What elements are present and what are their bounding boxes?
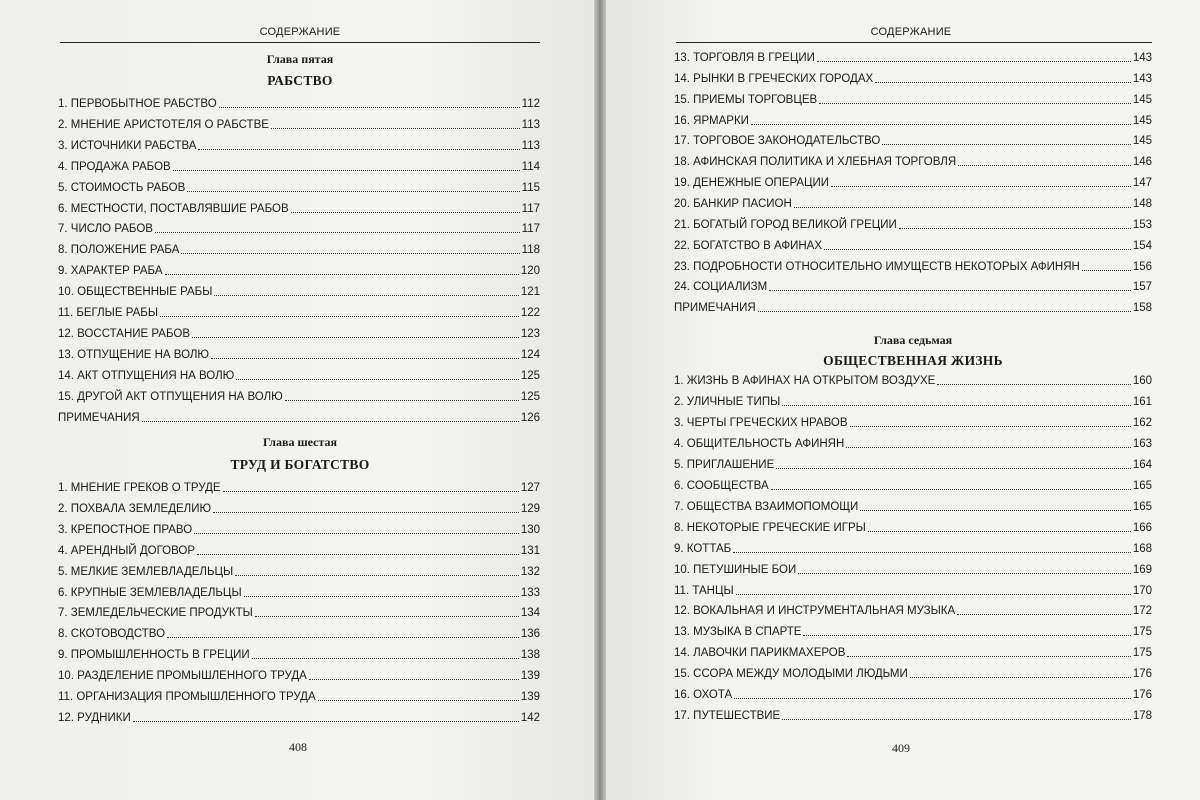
toc-entry-title: 11. БЕГЛЫЕ РАБЫ bbox=[58, 307, 159, 319]
toc-entry-page: 142 bbox=[520, 711, 540, 724]
dot-leader bbox=[271, 128, 520, 129]
dot-leader bbox=[214, 295, 518, 296]
toc-entry-page: 127 bbox=[520, 482, 540, 494]
toc-entry-page: 117 bbox=[521, 202, 540, 215]
toc-entry-title: 2. МНЕНИЕ АРИСТОТЕЛЯ О РАБСТВЕ bbox=[58, 118, 269, 131]
toc-entry bbox=[674, 370, 1152, 388]
toc-entry bbox=[58, 602, 540, 620]
toc-entry-title: 15. ДРУГОЙ АКТ ОТПУЩЕНИЯ НА ВОЛЮ bbox=[58, 390, 283, 403]
toc-entry-page: 125 bbox=[520, 369, 540, 382]
toc-entry bbox=[674, 391, 1152, 409]
toc-entry bbox=[58, 135, 540, 153]
toc-entry-title: 17. ТОРГОВОЕ ЗАКОНОДАТЕЛЬСТВО bbox=[674, 135, 881, 148]
dot-leader bbox=[736, 594, 1131, 595]
toc-entry-page: 133 bbox=[520, 586, 540, 599]
toc-entry-title: 12. ВОКАЛЬНАЯ И ИНСТРУМЕНТАЛЬНАЯ МУЗЫКА bbox=[674, 605, 956, 618]
toc-entry-page: 126 bbox=[520, 411, 540, 424]
dot-leader bbox=[817, 61, 1131, 62]
toc-entry-title: 10. ОБЩЕСТВЕННЫЕ РАБЫ bbox=[58, 286, 213, 299]
dot-leader bbox=[1082, 270, 1131, 271]
toc-entry-title: 9. ХАРАКТЕР РАБА bbox=[58, 265, 163, 278]
toc-entry-page: 115 bbox=[521, 181, 540, 194]
toc-entry-title: 1. ЖИЗНЬ В АФИНАХ НА ОТКРЫТОМ ВОЗДУХЕ bbox=[674, 375, 936, 387]
toc-entry bbox=[674, 412, 1152, 430]
chapter-title: ОБЩЕСТВЕННАЯ ЖИЗНЬ bbox=[823, 353, 1003, 368]
toc-entry-title: 12. ВОССТАНИЕ РАБОВ bbox=[58, 327, 190, 340]
header-rule bbox=[676, 42, 1152, 43]
toc-entry-title: 6. КРУПНЫЕ ЗЕМЛЕВЛАДЕЛЬЦЫ bbox=[58, 586, 242, 599]
toc-entry bbox=[58, 218, 540, 236]
dot-leader bbox=[244, 596, 519, 597]
toc-entry-title: 22. БОГАТСТВО В АФИНАХ bbox=[674, 239, 822, 252]
toc-entry-title: 23. ПОДРОБНОСТИ ОТНОСИТЕЛЬНО ИМУЩЕСТВ НЕКОТОРЫХ АФИНЯН bbox=[674, 260, 1080, 273]
dot-leader bbox=[211, 358, 519, 359]
dot-leader bbox=[213, 512, 519, 513]
toc-entry bbox=[674, 642, 1152, 660]
toc-entry-title: 13. ТОРГОВЛЯ В ГРЕЦИИ bbox=[674, 52, 815, 64]
toc-entry-title: 10. ПЕТУШИНЫЕ БОИ bbox=[674, 563, 797, 576]
toc-entry-page: 170 bbox=[1132, 584, 1152, 597]
toc-entry bbox=[58, 477, 540, 495]
dot-leader bbox=[803, 635, 1130, 636]
toc-entry-page: 145 bbox=[1132, 93, 1152, 106]
running-head: СОДЕРЖАНИЕ bbox=[259, 26, 341, 38]
toc-entry-page: 175 bbox=[1132, 647, 1152, 660]
toc-entry bbox=[58, 686, 540, 704]
toc-entry bbox=[58, 386, 540, 404]
toc-entry bbox=[58, 93, 540, 111]
dot-leader bbox=[197, 554, 519, 555]
dot-leader bbox=[192, 337, 519, 338]
toc-entry-page: 158 bbox=[1132, 302, 1152, 315]
toc-entry bbox=[58, 623, 540, 641]
toc-entry-page: 166 bbox=[1132, 521, 1152, 534]
toc-entry-title: 14. АКТ ОТПУЩЕНИЯ НА ВОЛЮ bbox=[58, 369, 235, 382]
toc-entry bbox=[674, 110, 1152, 128]
toc-entry-title: 13. МУЗЫКА В СПАРТЕ bbox=[674, 626, 802, 639]
toc-entry bbox=[58, 561, 540, 579]
toc-entry bbox=[674, 621, 1152, 639]
header-rule bbox=[60, 42, 540, 43]
toc-entry-title: 2. ПОХВАЛА ЗЕМЛЕДЕЛИЮ bbox=[58, 502, 212, 515]
toc-entry-page: 138 bbox=[520, 649, 540, 662]
toc-entry-page: 147 bbox=[1132, 177, 1152, 190]
dot-leader bbox=[882, 144, 1130, 145]
dot-leader bbox=[167, 637, 519, 638]
toc-entry-title: 4. АРЕНДНЫЙ ДОГОВОР bbox=[58, 544, 196, 557]
toc-entry-title: 5. СТОИМОСТЬ РАБОВ bbox=[58, 181, 186, 194]
dot-leader bbox=[219, 107, 520, 108]
toc-entry bbox=[58, 177, 540, 195]
toc-entry-title: 9. ПРОМЫШЛЕННОСТЬ В ГРЕЦИИ bbox=[58, 649, 250, 662]
dot-leader bbox=[285, 400, 519, 401]
dot-leader bbox=[782, 719, 1131, 720]
dot-leader bbox=[846, 447, 1131, 448]
dot-leader bbox=[133, 721, 519, 722]
toc-entry-page: 154 bbox=[1132, 239, 1152, 252]
toc-entry bbox=[674, 559, 1152, 577]
toc-entry-title: 14. РЫНКИ В ГРЕЧЕСКИХ ГОРОДАХ bbox=[674, 72, 874, 85]
toc-entry bbox=[674, 297, 1152, 315]
page-number: 409 bbox=[892, 741, 910, 755]
toc-entry-title: 5. МЕЛКИЕ ЗЕМЛЕВЛАДЕЛЬЦЫ bbox=[58, 565, 234, 578]
dot-leader bbox=[957, 614, 1131, 615]
toc-entry-title: 9. КОТТАБ bbox=[674, 542, 732, 555]
right-page bbox=[606, 0, 1200, 800]
toc-entry-page: 169 bbox=[1132, 563, 1152, 576]
toc-entry bbox=[674, 684, 1152, 702]
toc-entry bbox=[674, 475, 1152, 493]
toc-entry bbox=[58, 540, 540, 558]
toc-entry-title: 20. БАНКИР ПАСИОН bbox=[674, 197, 792, 210]
toc-entry bbox=[674, 235, 1152, 253]
toc-entry bbox=[58, 156, 540, 174]
dot-leader bbox=[733, 552, 1131, 553]
toc-entry-title: 11. ОРГАНИЗАЦИЯ ПРОМЫШЛЕННОГО ТРУДА bbox=[58, 691, 316, 703]
toc-entry-title: 16. ОХОТА bbox=[674, 689, 733, 702]
toc-entry-page: 168 bbox=[1132, 542, 1152, 555]
toc-entry bbox=[674, 214, 1152, 232]
dot-leader bbox=[194, 533, 519, 534]
dot-leader bbox=[910, 677, 1131, 678]
book-gutter bbox=[594, 0, 606, 800]
toc-entry-title: 1. ПЕРВОБЫТНОЕ РАБСТВО bbox=[58, 98, 217, 110]
toc-entry bbox=[674, 276, 1152, 294]
toc-entry-page: 114 bbox=[521, 160, 540, 173]
toc-entry-page: 113 bbox=[521, 139, 540, 152]
dot-leader bbox=[734, 698, 1131, 699]
toc-entry bbox=[674, 256, 1152, 274]
toc-entry-title: 8. НЕКОТОРЫЕ ГРЕЧЕСКИЕ ИГРЫ bbox=[674, 521, 866, 534]
dot-leader bbox=[850, 426, 1131, 427]
toc-entry-page: 121 bbox=[520, 286, 540, 299]
toc-entry-page: 125 bbox=[520, 390, 540, 403]
toc-entry-page: 118 bbox=[521, 244, 540, 257]
toc-entry bbox=[674, 193, 1152, 211]
toc-entry bbox=[58, 198, 540, 216]
chapter-label: Глава седьмая bbox=[873, 333, 953, 347]
toc-entry-title: 24. СОЦИАЛИЗМ bbox=[674, 281, 768, 294]
toc-entry-title: 7. ЧИСЛО РАБОВ bbox=[58, 223, 153, 236]
toc-entry-title: 8. СКОТОВОДСТВО bbox=[58, 628, 166, 641]
toc-entry-title: 8. ПОЛОЖЕНИЕ РАБА bbox=[58, 244, 180, 257]
toc-entry-page: 131 bbox=[520, 544, 540, 557]
toc-entry-title: ПРИМЕЧАНИЯ bbox=[58, 411, 140, 424]
toc-entry-page: 160 bbox=[1132, 375, 1152, 387]
toc-entry-title: 11. ТАНЦЫ bbox=[674, 584, 734, 597]
toc-entry-page: 134 bbox=[520, 607, 540, 620]
toc-entry-title: 19. ДЕНЕЖНЫЕ ОПЕРАЦИИ bbox=[674, 177, 830, 190]
toc-entry bbox=[58, 239, 540, 257]
toc-entry bbox=[58, 365, 540, 383]
dot-leader bbox=[899, 228, 1131, 229]
dot-leader bbox=[187, 191, 519, 192]
dot-leader bbox=[223, 491, 519, 492]
dot-leader bbox=[198, 149, 519, 150]
dot-leader bbox=[771, 489, 1131, 490]
toc-entry-title: 3. КРЕПОСТНОЕ ПРАВО bbox=[58, 523, 193, 536]
toc-entry bbox=[58, 582, 540, 600]
dot-leader bbox=[236, 379, 519, 380]
toc-entry-page: 163 bbox=[1132, 437, 1152, 450]
chapter-title: ТРУД И БОГАТСТВО bbox=[230, 457, 370, 472]
dot-leader bbox=[165, 274, 519, 275]
toc-entry bbox=[674, 89, 1152, 107]
dot-leader bbox=[860, 510, 1131, 511]
toc-entry-title: 2. УЛИЧНЫЕ ТИПЫ bbox=[674, 395, 781, 408]
toc-entry-title: 14. ЛАВОЧКИ ПАРИКМАХЕРОВ bbox=[674, 647, 846, 660]
toc-entry-title: 13. ОТПУЩЕНИЕ НА ВОЛЮ bbox=[58, 348, 210, 361]
toc-entry-title: ПРИМЕЧАНИЯ bbox=[674, 302, 756, 315]
toc-entry bbox=[674, 600, 1152, 618]
toc-entry-title: 1. МНЕНИЕ ГРЕКОВ О ТРУДЕ bbox=[58, 482, 221, 494]
toc-entry-page: 146 bbox=[1132, 156, 1152, 169]
toc-entry-page: 129 bbox=[520, 502, 540, 515]
dot-leader bbox=[252, 658, 519, 659]
toc-entry bbox=[674, 705, 1152, 723]
toc-entry bbox=[674, 172, 1152, 190]
dot-leader bbox=[758, 311, 1131, 312]
toc-entry bbox=[674, 454, 1152, 472]
toc-entry bbox=[58, 407, 540, 425]
dot-leader bbox=[173, 170, 520, 171]
toc-entry bbox=[58, 281, 540, 299]
dot-leader bbox=[831, 186, 1131, 187]
toc-entry bbox=[58, 114, 540, 132]
toc-entry-title: 5. ПРИГЛАШЕНИЕ bbox=[674, 458, 775, 471]
toc-entry-page: 164 bbox=[1132, 458, 1152, 471]
toc-entry-title: 17. ПУТЕШЕСТВИЕ bbox=[674, 710, 781, 723]
toc-entry-title: 4. ПРОДАЖА РАБОВ bbox=[58, 160, 171, 173]
dot-leader bbox=[875, 82, 1131, 83]
toc-entry-title: 3. ИСТОЧНИКИ РАБСТВА bbox=[58, 139, 197, 152]
chapter-label: Глава пятая bbox=[266, 52, 334, 66]
toc-entry-title: 18. АФИНСКАЯ ПОЛИТИКА И ХЛЕБНАЯ ТОРГОВЛЯ bbox=[674, 156, 957, 169]
dot-leader bbox=[937, 384, 1130, 385]
running-head: СОДЕРЖАНИЕ bbox=[870, 26, 952, 38]
toc-entry-title: 16. ЯРМАРКИ bbox=[674, 114, 749, 127]
toc-entry-page: 165 bbox=[1132, 479, 1152, 492]
toc-entry-page: 145 bbox=[1132, 114, 1152, 127]
toc-entry bbox=[674, 517, 1152, 535]
page-number: 408 bbox=[289, 740, 307, 754]
toc-entry bbox=[674, 496, 1152, 514]
toc-entry bbox=[58, 644, 540, 662]
dot-leader bbox=[794, 207, 1131, 208]
toc-entry bbox=[674, 538, 1152, 556]
toc-entry bbox=[674, 663, 1152, 681]
toc-entry bbox=[58, 707, 540, 725]
dot-leader bbox=[235, 575, 519, 576]
toc-entry-page: 143 bbox=[1132, 52, 1152, 64]
toc-entry-page: 139 bbox=[520, 691, 540, 703]
dot-leader bbox=[776, 468, 1131, 469]
toc-entry-page: 139 bbox=[520, 670, 540, 683]
toc-entry bbox=[674, 433, 1152, 451]
toc-entry-title: 6. СООБЩЕСТВА bbox=[674, 479, 769, 492]
toc-entry bbox=[58, 260, 540, 278]
left-page bbox=[0, 0, 594, 800]
toc-entry bbox=[674, 47, 1152, 65]
toc-entry-title: 7. ЗЕМЛЕДЕЛЬЧЕСКИЕ ПРОДУКТЫ bbox=[58, 607, 253, 620]
toc-entry-title: 7. ОБЩЕСТВА ВЗАИМОПОМОЩИ bbox=[674, 500, 859, 513]
toc-entry-title: 3. ЧЕРТЫ ГРЕЧЕСКИХ НРАВОВ bbox=[674, 416, 848, 429]
dot-leader bbox=[847, 656, 1130, 657]
toc-entry-page: 172 bbox=[1132, 605, 1152, 618]
toc-entry bbox=[674, 151, 1152, 169]
toc-entry-page: 136 bbox=[520, 628, 540, 641]
toc-entry-page: 156 bbox=[1132, 260, 1152, 273]
toc-entry-title: 4. ОБЩИТЕЛЬНОСТЬ АФИНЯН bbox=[674, 437, 845, 450]
toc-entry-page: 117 bbox=[521, 223, 540, 236]
dot-leader bbox=[798, 573, 1131, 574]
toc-entry-title: 15. ПРИЕМЫ ТОРГОВЦЕВ bbox=[674, 93, 818, 106]
dot-leader bbox=[782, 405, 1131, 406]
toc-entry-page: 161 bbox=[1132, 395, 1152, 408]
toc-entry-title: 15. ССОРА МЕЖДУ МОЛОДЫМИ ЛЮДЬМИ bbox=[674, 668, 908, 681]
toc-entry-page: 157 bbox=[1132, 281, 1152, 294]
toc-entry-title: 6. МЕСТНОСТИ, ПОСТАВЛЯВШИЕ РАБОВ bbox=[58, 202, 289, 215]
dot-leader bbox=[142, 421, 519, 422]
dot-leader bbox=[155, 232, 520, 233]
toc-entry-page: 148 bbox=[1132, 197, 1152, 210]
toc-entry-page: 176 bbox=[1132, 668, 1152, 681]
toc-entry-title: 12. РУДНИКИ bbox=[58, 711, 131, 724]
toc-entry-page: 153 bbox=[1132, 218, 1152, 231]
toc-entry bbox=[674, 68, 1152, 86]
toc-entry-page: 165 bbox=[1132, 500, 1152, 513]
toc-entry-page: 145 bbox=[1132, 135, 1152, 148]
toc-entry-title: 21. БОГАТЫЙ ГОРОД ВЕЛИКОЙ ГРЕЦИИ bbox=[674, 218, 897, 231]
toc-entry bbox=[58, 344, 540, 362]
dot-leader bbox=[160, 316, 519, 317]
toc-entry-title: 10. РАЗДЕЛЕНИЕ ПРОМЫШЛЕННОГО ТРУДА bbox=[58, 670, 307, 683]
dot-leader bbox=[181, 253, 519, 254]
dot-leader bbox=[819, 103, 1131, 104]
toc-entry-page: 175 bbox=[1132, 626, 1152, 639]
toc-entry-page: 123 bbox=[520, 327, 540, 340]
toc-entry-page: 178 bbox=[1132, 710, 1152, 723]
dot-leader bbox=[769, 290, 1131, 291]
toc-entry bbox=[58, 665, 540, 683]
toc-entry-page: 132 bbox=[520, 565, 540, 578]
toc-entry-page: 176 bbox=[1132, 689, 1152, 702]
toc-entry-page: 130 bbox=[520, 523, 540, 536]
dot-leader bbox=[751, 124, 1131, 125]
chapter-label: Глава шестая bbox=[263, 435, 337, 449]
toc-entry bbox=[58, 498, 540, 516]
toc-entry bbox=[674, 580, 1152, 598]
toc-entry-page: 120 bbox=[520, 265, 540, 278]
chapter-title: РАБСТВО bbox=[267, 73, 333, 88]
dot-leader bbox=[255, 616, 519, 617]
toc-entry-page: 113 bbox=[521, 118, 540, 131]
toc-entry-page: 162 bbox=[1132, 416, 1152, 429]
dot-leader bbox=[868, 531, 1131, 532]
toc-entry bbox=[674, 130, 1152, 148]
dot-leader bbox=[309, 679, 519, 680]
dot-leader bbox=[958, 165, 1131, 166]
toc-entry-page: 112 bbox=[521, 98, 540, 110]
toc-entry-page: 143 bbox=[1132, 72, 1152, 85]
toc-entry-page: 124 bbox=[520, 348, 540, 361]
toc-entry-page: 122 bbox=[520, 307, 540, 319]
dot-leader bbox=[318, 700, 519, 701]
toc-entry bbox=[58, 302, 540, 320]
toc-entry bbox=[58, 519, 540, 537]
dot-leader bbox=[824, 249, 1131, 250]
toc-entry bbox=[58, 323, 540, 341]
dot-leader bbox=[291, 212, 520, 213]
